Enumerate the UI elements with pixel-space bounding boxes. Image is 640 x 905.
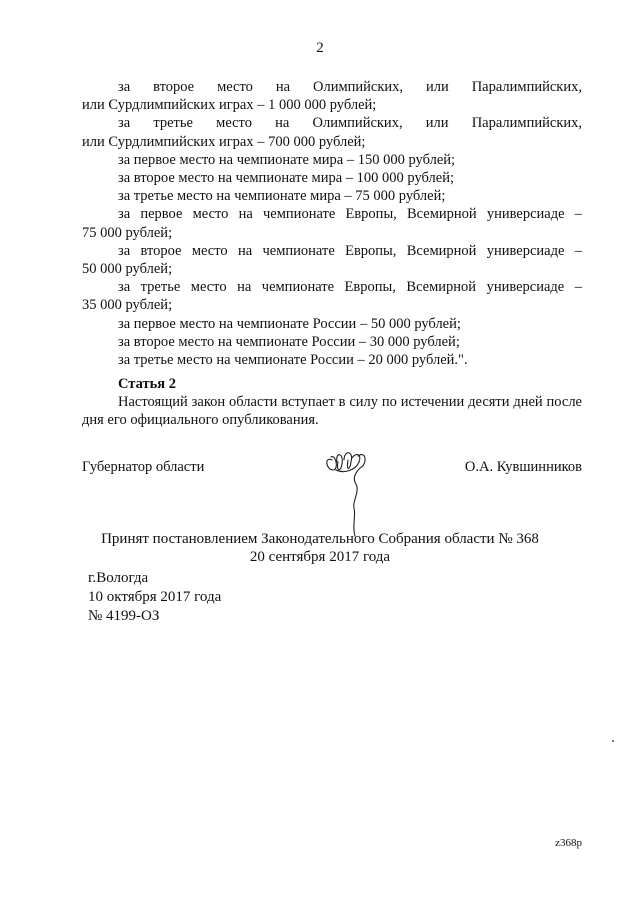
city: г.Вологда [88, 570, 149, 586]
signatory-position: Губернатор области [82, 459, 205, 475]
adoption-note [0, 530, 640, 566]
list-item-line: за первое место на чемпионате России – 50 000 рублей; [118, 315, 461, 332]
list-item-line: за первое место на чемпионате мира – 150 000 рублей; [118, 151, 456, 168]
list-item-line: или Сурдлимпийских играх – 700 000 рублей; [82, 133, 366, 150]
list-item-line: 75 000 рублей; [82, 224, 173, 241]
list-item-line: за второе место на чемпионате России – 30 000 рублей; [118, 333, 460, 350]
signatory-name: О.А. Кувшинников [464, 459, 582, 475]
signature-image [322, 448, 374, 540]
list-item-line: за третье место на чемпионате России – 20 000 рублей.". [118, 352, 468, 369]
document-code: z368p [555, 837, 582, 849]
list-item-line: 35 000 рублей; [82, 297, 173, 314]
list-item-line: за третье место на чемпионате мира – 75 000 рублей; [118, 188, 446, 205]
article-section [82, 375, 582, 430]
list-item-line: за второе место на чемпионате мира – 100 000 рублей; [118, 170, 455, 187]
page-number: 2 [316, 40, 324, 56]
list-item-line: или Сурдлимпийских играх – 1 000 000 рублей; [82, 97, 377, 114]
list-item-line: за второе место на чемпионате Европы, Всемирной универсиаде – [118, 242, 582, 259]
document-footer-info [88, 569, 221, 626]
article-title: Статья 2 [118, 376, 176, 392]
law-number: № 4199-ОЗ [88, 608, 160, 624]
adoption-date: 20 сентября 2017 года [249, 549, 391, 565]
list-item-line: за третье место на чемпионате Европы, Всемирной универсиаде – [118, 279, 582, 296]
article-text: Настоящий закон области вступает в силу по истечении десяти дней после дня его официального опубликования. [82, 394, 582, 429]
list-item-line: за третье место на Олимпийских, или Паралимпийских, [118, 115, 582, 132]
scan-speck [612, 740, 614, 742]
award-list [82, 78, 582, 369]
signing-date: 10 октября 2017 года [88, 589, 222, 605]
list-item-line: 50 000 рублей; [82, 261, 173, 278]
list-item-line: за первое место на чемпионате Европы, Всемирной универсиаде – [118, 206, 582, 223]
adoption-line: Принят постановлением Законодательного Собрания области № 368 [101, 531, 539, 547]
list-item-line: за второе место на Олимпийских, или Паралимпийских, [118, 79, 582, 95]
